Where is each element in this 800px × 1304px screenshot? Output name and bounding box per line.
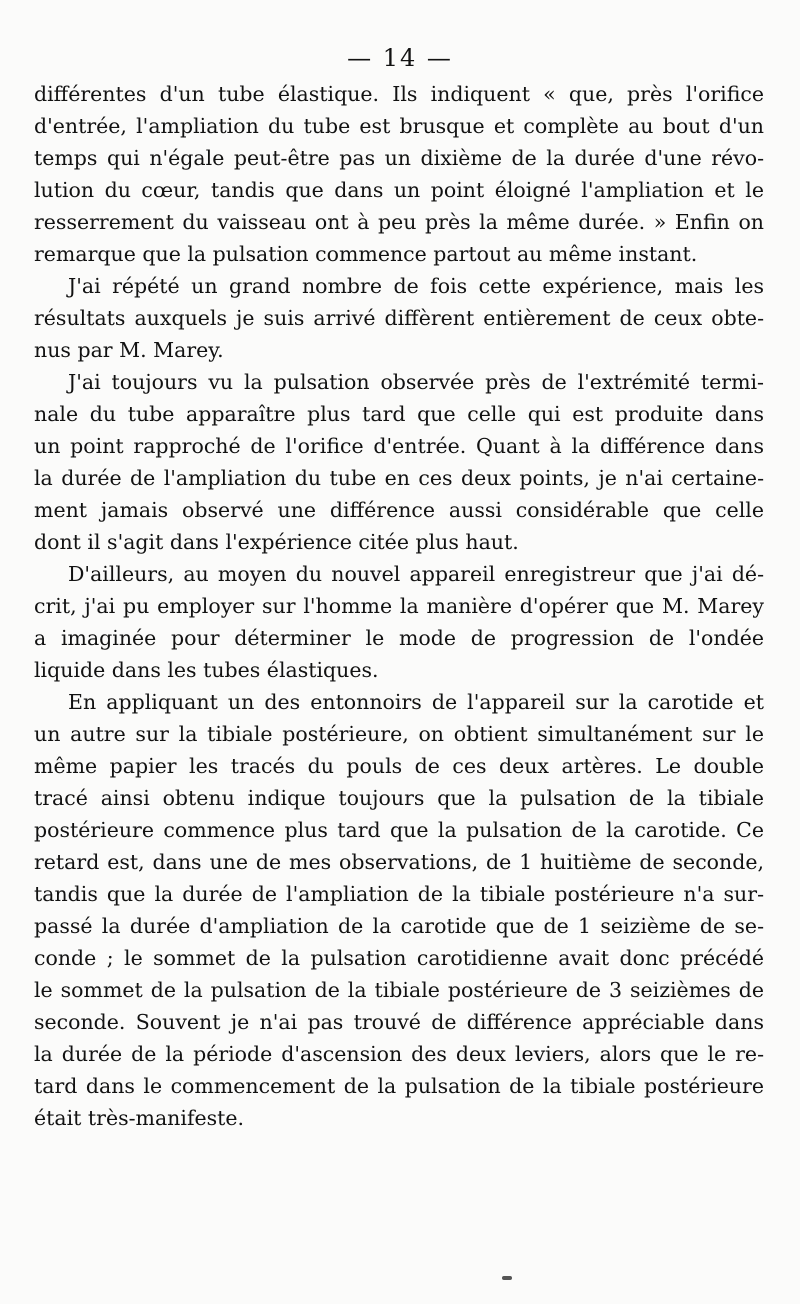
text-line: ment jamais observé une différence aussi considérable que celle (34, 498, 764, 522)
text-line: passé la durée d'ampliation de la carotide que de 1 seizième de se- (34, 914, 764, 938)
text-line: retard est, dans une de mes observations, de 1 huitième de seconde, (34, 850, 764, 874)
paragraph-start-line: En appliquant un des entonnoirs de l'appareil sur la carotide et (68, 690, 764, 714)
text-line: nale du tube apparaître plus tard que celle qui est produite dans (34, 402, 764, 426)
paragraph-start-line: J'ai répété un grand nombre de fois cette expérience, mais les (68, 274, 764, 298)
text-line: même papier les tracés du pouls de ces deux artères. Le double (34, 754, 764, 778)
text-line: résultats auxquels je suis arrivé diffèrent entièrement de ceux obte- (34, 306, 764, 330)
text-line: nus par M. Marey. (34, 338, 224, 362)
text-line: un point rapproché de l'orifice d'entrée. Quant à la différence dans (34, 434, 764, 458)
text-line: a imaginée pour déterminer le mode de progression de l'ondée (34, 626, 764, 650)
paragraph-start-line: D'ailleurs, au moyen du nouvel appareil enregistreur que j'ai dé- (68, 562, 764, 586)
text-line: tracé ainsi obtenu indique toujours que la pulsation de la tibiale (34, 786, 764, 810)
text-line: lution du cœur, tandis que dans un point éloigné l'ampliation et le (34, 178, 764, 202)
text-line: remarque que la pulsation commence partout au même instant. (34, 242, 698, 266)
text-line: la durée de l'ampliation du tube en ces deux points, je n'ai certaine- (34, 466, 764, 490)
text-line: dont il s'agit dans l'expérience citée plus haut. (34, 530, 519, 554)
text-line: le sommet de la pulsation de la tibiale postérieure de 3 seizièmes de (34, 978, 764, 1002)
text-line: tard dans le commencement de la pulsation de la tibiale postérieure (34, 1074, 764, 1098)
text-line: différentes d'un tube élastique. Ils indiquent « que, près l'orifice (34, 82, 764, 106)
text-line: d'entrée, l'ampliation du tube est brusque et complète au bout d'un (34, 114, 764, 138)
text-line: un autre sur la tibiale postérieure, on obtient simultanément sur le (34, 722, 764, 746)
text-line: temps qui n'égale peut-être pas un dixième de la durée d'une révo- (34, 146, 764, 170)
ink-speck (502, 1276, 512, 1280)
text-line: la durée de la période d'ascension des deux leviers, alors que le re- (34, 1042, 764, 1066)
text-line: liquide dans les tubes élastiques. (34, 658, 379, 682)
text-line: resserrement du vaisseau ont à peu près la même durée. » Enfin on (34, 210, 764, 234)
text-line: crit, j'ai pu employer sur l'homme la manière d'opérer que M. Marey (34, 594, 764, 618)
text-line: tandis que la durée de l'ampliation de la tibiale postérieure n'a sur- (34, 882, 764, 906)
page-number: — 14 — (347, 44, 453, 72)
text-line: postérieure commence plus tard que la pulsation de la carotide. Ce (34, 818, 764, 842)
text-line: était très-manifeste. (34, 1106, 245, 1130)
text-line: conde ; le sommet de la pulsation carotidienne avait donc précédé (34, 946, 764, 970)
text-line: seconde. Souvent je n'ai pas trouvé de différence appréciable dans (34, 1010, 764, 1034)
paragraph-start-line: J'ai toujours vu la pulsation observée près de l'extrémité termi- (68, 370, 764, 394)
body-text (34, 78, 764, 1134)
